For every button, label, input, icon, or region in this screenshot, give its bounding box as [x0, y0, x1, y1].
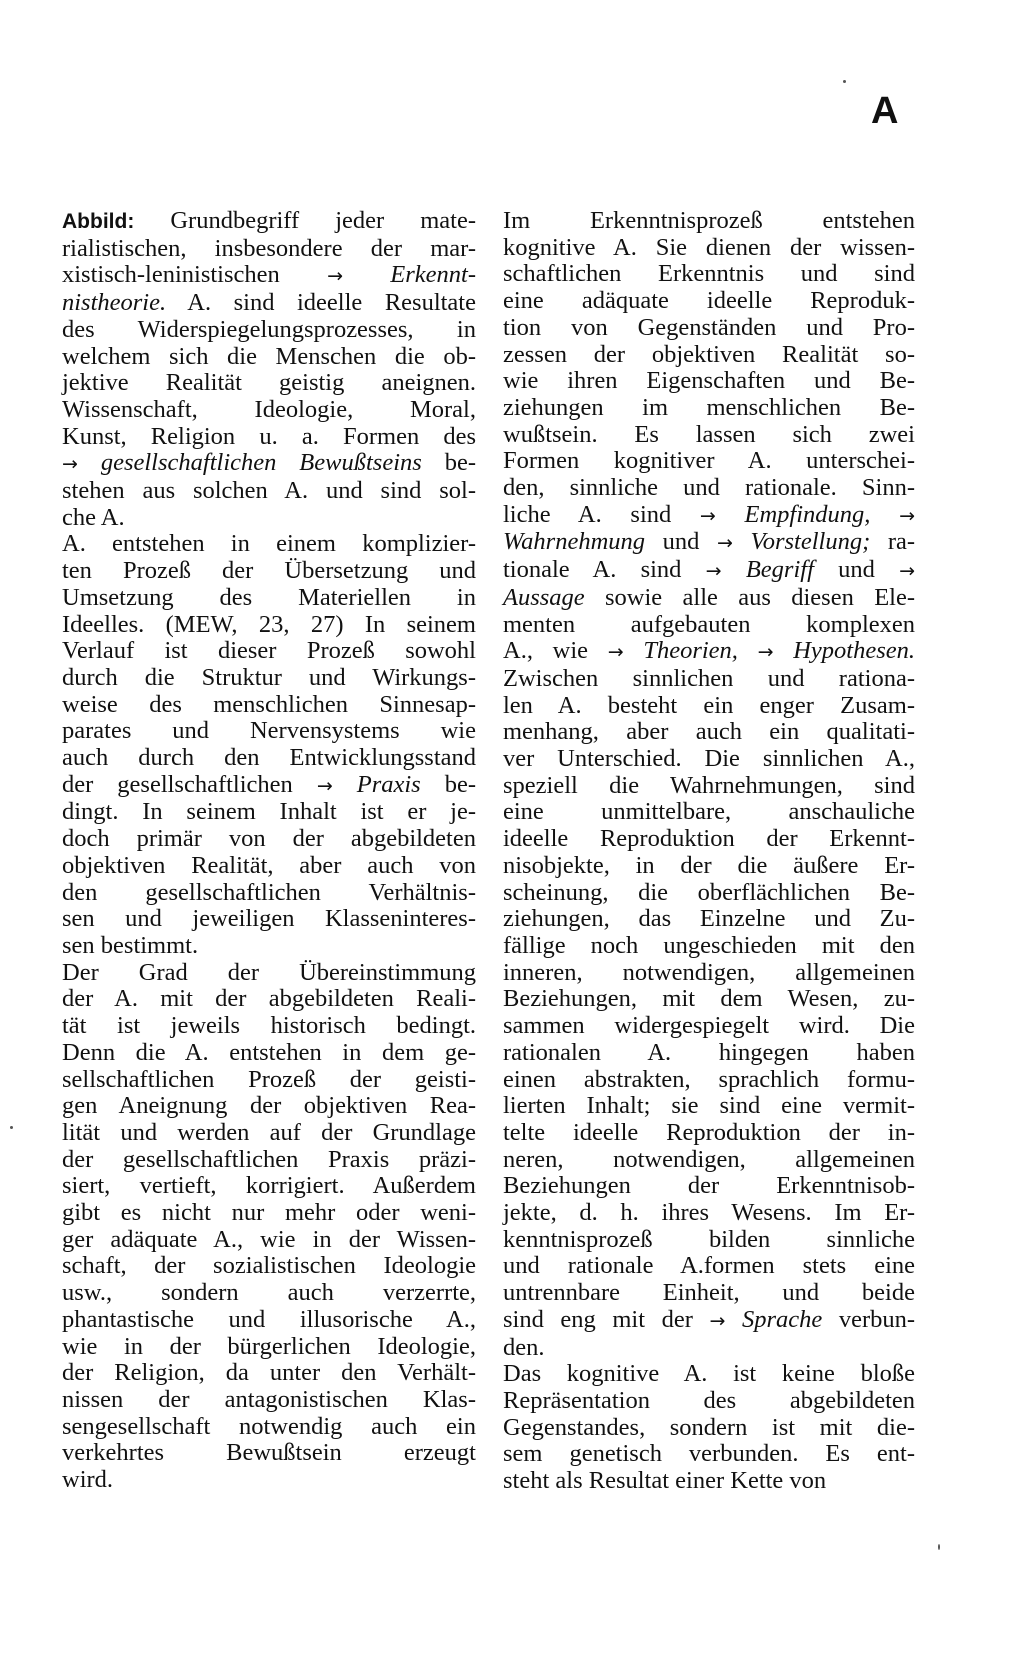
text-line [503, 1013, 915, 1040]
text-line [62, 1120, 476, 1147]
text-run: sammen widergespiegelt wird. Die [503, 1012, 915, 1040]
text-run: doch primär von der abgebildeten [62, 825, 476, 853]
text-run: und [645, 528, 717, 556]
text-line [503, 1147, 915, 1174]
text-line [62, 1467, 476, 1494]
text-run: be- [421, 449, 476, 477]
text-line [503, 986, 915, 1013]
arrow-icon: → [607, 641, 624, 664]
arrow-icon: → [899, 560, 916, 583]
text-run: menhang, aber auch ein qualitati- [503, 718, 915, 746]
text-line [62, 1280, 476, 1307]
text-line [62, 638, 476, 665]
cross-reference: Begriff [745, 556, 814, 584]
text-line [503, 746, 915, 773]
text-run: steht als Resultat einer Kette von [503, 1467, 827, 1495]
text-line [503, 906, 915, 933]
text-line [503, 1441, 915, 1468]
scan-speck [938, 1544, 940, 1550]
text-line [62, 262, 476, 290]
text-line [62, 450, 476, 478]
cross-reference: nistheorie. [62, 289, 167, 317]
text-line [503, 557, 915, 585]
text-run: tionale A. sind [503, 556, 706, 584]
text-line [62, 1440, 476, 1467]
cross-reference: Praxis [356, 770, 421, 798]
arrow-icon: → [327, 265, 343, 288]
text-run: sem genetisch verbunden. Es ent- [503, 1440, 915, 1468]
text-line [503, 826, 915, 853]
text-line [503, 853, 915, 880]
text-run: telte ideelle Reproduktion der in- [503, 1118, 915, 1146]
text-run: nisobjekte, in der die äußere Er- [503, 851, 915, 879]
text-run: Zwischen sinnlichen und rationa- [503, 664, 915, 692]
text-line [62, 1334, 476, 1361]
text-line [62, 1200, 476, 1227]
cross-reference: Hypothesen. [793, 637, 915, 665]
text-run: wie in der bürgerlichen Ideologie, [62, 1332, 476, 1360]
text-run: Grundbegriff jeder mate- [134, 207, 476, 234]
text-run: objektiven Realität, aber auch von [62, 851, 476, 879]
text-run: ger adäquate A., wie in der Wissen- [62, 1225, 476, 1253]
text-run: der A. mit der abgebildeten Reali- [62, 985, 476, 1013]
text-run: auch durch den Entwicklungsstand [62, 744, 476, 772]
text-line [503, 719, 915, 746]
text-line [62, 290, 476, 317]
text-line [62, 906, 476, 933]
text-run: durch die Struktur und Wirkungs- [62, 663, 476, 691]
scan-speck [843, 80, 846, 83]
arrow-icon: → [709, 1309, 726, 1332]
text-run [733, 528, 751, 555]
text-line [62, 1414, 476, 1441]
text-line [62, 880, 476, 907]
text-run: der Religion, da unter den Verhält- [62, 1359, 476, 1387]
text-run: schaftlichen Erkenntnis und sind [503, 260, 915, 288]
text-run: Das kognitive A. ist keine bloße [503, 1360, 915, 1388]
text-line [62, 1360, 476, 1387]
arrow-icon: → [699, 504, 716, 527]
text-run: Formen kognitiver A. unterschei- [503, 447, 915, 475]
text-line [503, 422, 915, 449]
left-text-column [62, 208, 476, 1494]
cross-reference: gesellschaftlichen Bewußtseins [100, 449, 422, 477]
text-line [62, 692, 476, 719]
text-run: ten Prozeß der Übersetzung und [62, 557, 476, 585]
text-line [503, 261, 915, 288]
text-run [725, 1306, 742, 1333]
cross-reference: Empfindung, [744, 500, 871, 528]
text-run: kenntnisprozeß bilden sinnliche [503, 1225, 915, 1253]
cross-reference: Erkennt- [390, 261, 477, 289]
text-run: Verlauf ist dieser Prozeß sowohl [62, 637, 476, 665]
text-line [62, 208, 476, 236]
text-run [870, 501, 899, 528]
text-run: wird. [62, 1466, 114, 1494]
text-run: und [813, 556, 900, 584]
text-line [503, 693, 915, 720]
text-line [62, 478, 476, 505]
cross-reference: Vorstellung; [750, 528, 871, 556]
text-run: verbun- [822, 1305, 916, 1333]
text-line [62, 853, 476, 880]
text-run: be- [420, 770, 477, 798]
text-line [503, 1280, 915, 1307]
text-run: A., wie [503, 637, 608, 665]
headword: Abbild: [62, 210, 135, 233]
text-run: Denn die A. entstehen in dem ge- [62, 1038, 476, 1066]
text-run: wie ihren Eigenschaften und Be- [503, 367, 915, 395]
text-line [62, 531, 476, 558]
text-run: den, sinnliche und rationale. Sinn- [503, 474, 915, 502]
text-line [503, 288, 915, 315]
cross-reference: Sprache [741, 1305, 823, 1333]
text-run: inneren, notwendigen, allgemeinen [503, 958, 915, 986]
text-run: ideelle Reproduktion der Erkennt- [503, 825, 915, 853]
cross-reference: Aussage [503, 583, 585, 611]
text-line [503, 1093, 915, 1120]
text-run: jekte, d. h. ihres Wesens. Im Er- [503, 1199, 915, 1227]
text-line [62, 585, 476, 612]
text-run: welchem sich die Menschen die ob- [62, 342, 476, 370]
text-run: den. [503, 1333, 545, 1361]
text-run: speziell die Wahrnehmungen, sind [503, 771, 915, 799]
text-line [62, 1093, 476, 1120]
text-line [503, 1120, 915, 1147]
cross-reference: Theorien, [643, 637, 738, 665]
text-run: und rationale A.formen stets eine [503, 1252, 915, 1280]
text-line [503, 1173, 915, 1200]
text-run: tät ist jeweils historisch bedingt. [62, 1012, 476, 1040]
text-run: Beziehungen, mit dem Wesen, zu- [503, 985, 915, 1013]
text-run: Gegenstandes, sondern ist mit die- [503, 1413, 915, 1441]
text-run: sen und jeweiligen Klasseninteres- [62, 905, 476, 933]
text-line [503, 666, 915, 693]
text-run: sowie alle aus diesen Ele- [584, 583, 915, 611]
text-line [503, 315, 915, 342]
text-line [62, 344, 476, 371]
text-run: ra- [870, 528, 916, 556]
cross-reference: Wahrnehmung [503, 528, 646, 556]
text-line [62, 1013, 476, 1040]
text-run: dingt. In seinem Inhalt ist er je- [62, 798, 476, 826]
text-run: gen Aneignung der objektiven Rea- [62, 1092, 476, 1120]
text-run [722, 556, 746, 583]
text-run: siert, vertieft, korrigiert. Außerdem [62, 1172, 476, 1200]
text-run: ziehungen, das Einzelne und Zu- [503, 905, 915, 933]
text-line [62, 1227, 476, 1254]
text-run [78, 449, 101, 476]
text-line [503, 1335, 915, 1362]
text-run [774, 637, 794, 664]
text-run: Beziehungen der Erkenntnisob- [503, 1172, 915, 1200]
text-run: xistisch-leninistischen [62, 261, 328, 289]
text-line [503, 235, 915, 262]
text-line [62, 986, 476, 1013]
text-run: usw., sondern auch verzerrte, [62, 1279, 476, 1307]
text-line [62, 772, 476, 800]
text-line [62, 1147, 476, 1174]
text-run: phantastische und illusorische A., [62, 1305, 476, 1333]
text-line [503, 502, 915, 530]
arrow-icon: → [705, 560, 722, 583]
text-run: liche A. sind [503, 500, 700, 528]
text-line [62, 1040, 476, 1067]
text-line [62, 1307, 476, 1334]
text-line [62, 1253, 476, 1280]
text-line [62, 1387, 476, 1414]
text-run: neren, notwendigen, allgemeinen [503, 1145, 915, 1173]
text-run: che A. [62, 503, 125, 531]
text-line [503, 1415, 915, 1442]
text-line [503, 342, 915, 369]
text-line [62, 397, 476, 424]
text-run: kognitive A. Sie dienen der wissen- [503, 233, 915, 261]
arrow-icon: → [62, 453, 78, 476]
text-line [62, 799, 476, 826]
text-line [503, 1388, 915, 1415]
text-run [716, 501, 745, 528]
text-run: Umsetzung des Materiellen in [62, 583, 476, 611]
right-text-column [503, 208, 915, 1495]
arrow-icon: → [757, 641, 774, 664]
text-run: eine unmittelbare, anschauliche [503, 798, 915, 826]
text-line [503, 1307, 915, 1335]
text-run: A. sind ideelle Resultate [166, 289, 476, 317]
text-run: ziehungen im menschlichen Be- [503, 393, 915, 421]
text-run [343, 261, 390, 288]
text-line [62, 665, 476, 692]
text-run: des Widerspiegelungsprozesses, in [62, 315, 476, 343]
text-run: parates und Nervensystems wie [62, 717, 476, 745]
text-run: Repräsentation des abgebildeten [503, 1386, 915, 1414]
text-run: Kunst, Religion u. a. Formen des [62, 422, 476, 450]
text-line [62, 370, 476, 397]
text-line [503, 612, 915, 639]
text-line [503, 585, 915, 612]
text-run: verkehrtes Bewußtsein erzeugt [62, 1439, 476, 1467]
text-run: Im Erkenntnisprozeß entstehen [503, 207, 915, 234]
text-line [62, 718, 476, 745]
text-run: der gesellschaftlichen Praxis präzi- [62, 1145, 476, 1173]
text-run: den gesellschaftlichen Verhältnis- [62, 878, 476, 906]
scan-speck [10, 1126, 13, 1129]
text-run: lität und werden auf der Grundlage [62, 1118, 476, 1146]
text-run [738, 637, 758, 664]
text-line [62, 745, 476, 772]
text-run: stehen aus solchen A. und sind sol- [62, 477, 476, 505]
text-run: sengesellschaft notwendig auch ein [62, 1412, 476, 1440]
text-run: schaft, der sozialistischen Ideologie [62, 1252, 476, 1280]
text-run: sind eng mit der [503, 1305, 710, 1333]
text-line [503, 1067, 915, 1094]
text-line [503, 1227, 915, 1254]
text-line [62, 317, 476, 344]
text-run [624, 637, 644, 664]
text-run: len A. besteht ein enger Zusam- [503, 691, 915, 719]
text-line [503, 1361, 915, 1388]
text-run: jektive Realität geistig aneignen. [62, 369, 476, 397]
arrow-icon: → [899, 504, 916, 527]
text-run: scheinung, die oberflächlichen Be- [503, 878, 915, 906]
text-run: Ideelles. (MEW, 23, 27) In seinem [62, 610, 476, 638]
arrow-icon: → [716, 532, 733, 555]
text-line [62, 424, 476, 451]
text-run: sellschaftlichen Prozeß der geisti- [62, 1065, 476, 1093]
text-run: untrennbare Einheit, und beide [503, 1279, 915, 1307]
text-line [503, 960, 915, 987]
text-line [62, 1173, 476, 1200]
text-run: tion von Gegenständen und Pro- [503, 313, 915, 341]
text-line [503, 1468, 915, 1495]
arrow-icon: → [316, 774, 333, 797]
text-run: gibt es nicht nur mehr oder weni- [62, 1199, 476, 1227]
text-line [62, 505, 476, 532]
text-run: wußtsein. Es lassen sich zwei [503, 420, 915, 448]
text-line [503, 799, 915, 826]
text-run: eine adäquate ideelle Reproduk- [503, 287, 915, 315]
text-line [503, 1200, 915, 1227]
text-line [503, 773, 915, 800]
text-line [503, 368, 915, 395]
text-line [503, 1253, 915, 1280]
text-run: fällige noch ungeschieden mit den [503, 931, 915, 959]
text-run: Wissenschaft, Ideologie, Moral, [62, 395, 476, 423]
text-run: menten aufgebauten komplexen [503, 610, 915, 638]
text-line [503, 395, 915, 422]
text-run: einen abstrakten, sprachlich formu- [503, 1065, 915, 1093]
text-line [62, 558, 476, 585]
text-line [503, 475, 915, 502]
text-line [62, 933, 476, 960]
text-run: A. entstehen in einem komplizier- [62, 530, 476, 558]
text-run [333, 771, 357, 798]
text-run: Der Grad der Übereinstimmung [62, 958, 476, 986]
text-run: lierten Inhalt; sie sind eine vermit- [503, 1092, 915, 1120]
text-line [503, 638, 915, 666]
text-line [62, 960, 476, 987]
text-line [62, 612, 476, 639]
text-run: der gesellschaftlichen [62, 770, 317, 798]
text-line [503, 529, 915, 557]
text-run: nissen der antagonistischen Klas- [62, 1385, 476, 1413]
text-line [503, 880, 915, 907]
text-line [503, 933, 915, 960]
text-run: sen bestimmt. [62, 931, 199, 959]
text-run: rialistischen, insbesondere der mar- [62, 234, 476, 262]
text-line [503, 208, 915, 235]
text-line [62, 826, 476, 853]
text-line [503, 1040, 915, 1067]
text-run: weise des menschlichen Sinnesap- [62, 690, 476, 718]
text-run: ver Unterschied. Die sinnlichen A., [503, 745, 915, 773]
section-letter: A [871, 90, 899, 132]
text-line [62, 1067, 476, 1094]
text-line [62, 236, 476, 263]
text-run: zessen der objektiven Realität so- [503, 340, 915, 368]
text-run: rationalen A. hingegen haben [503, 1038, 915, 1066]
text-line [503, 448, 915, 475]
